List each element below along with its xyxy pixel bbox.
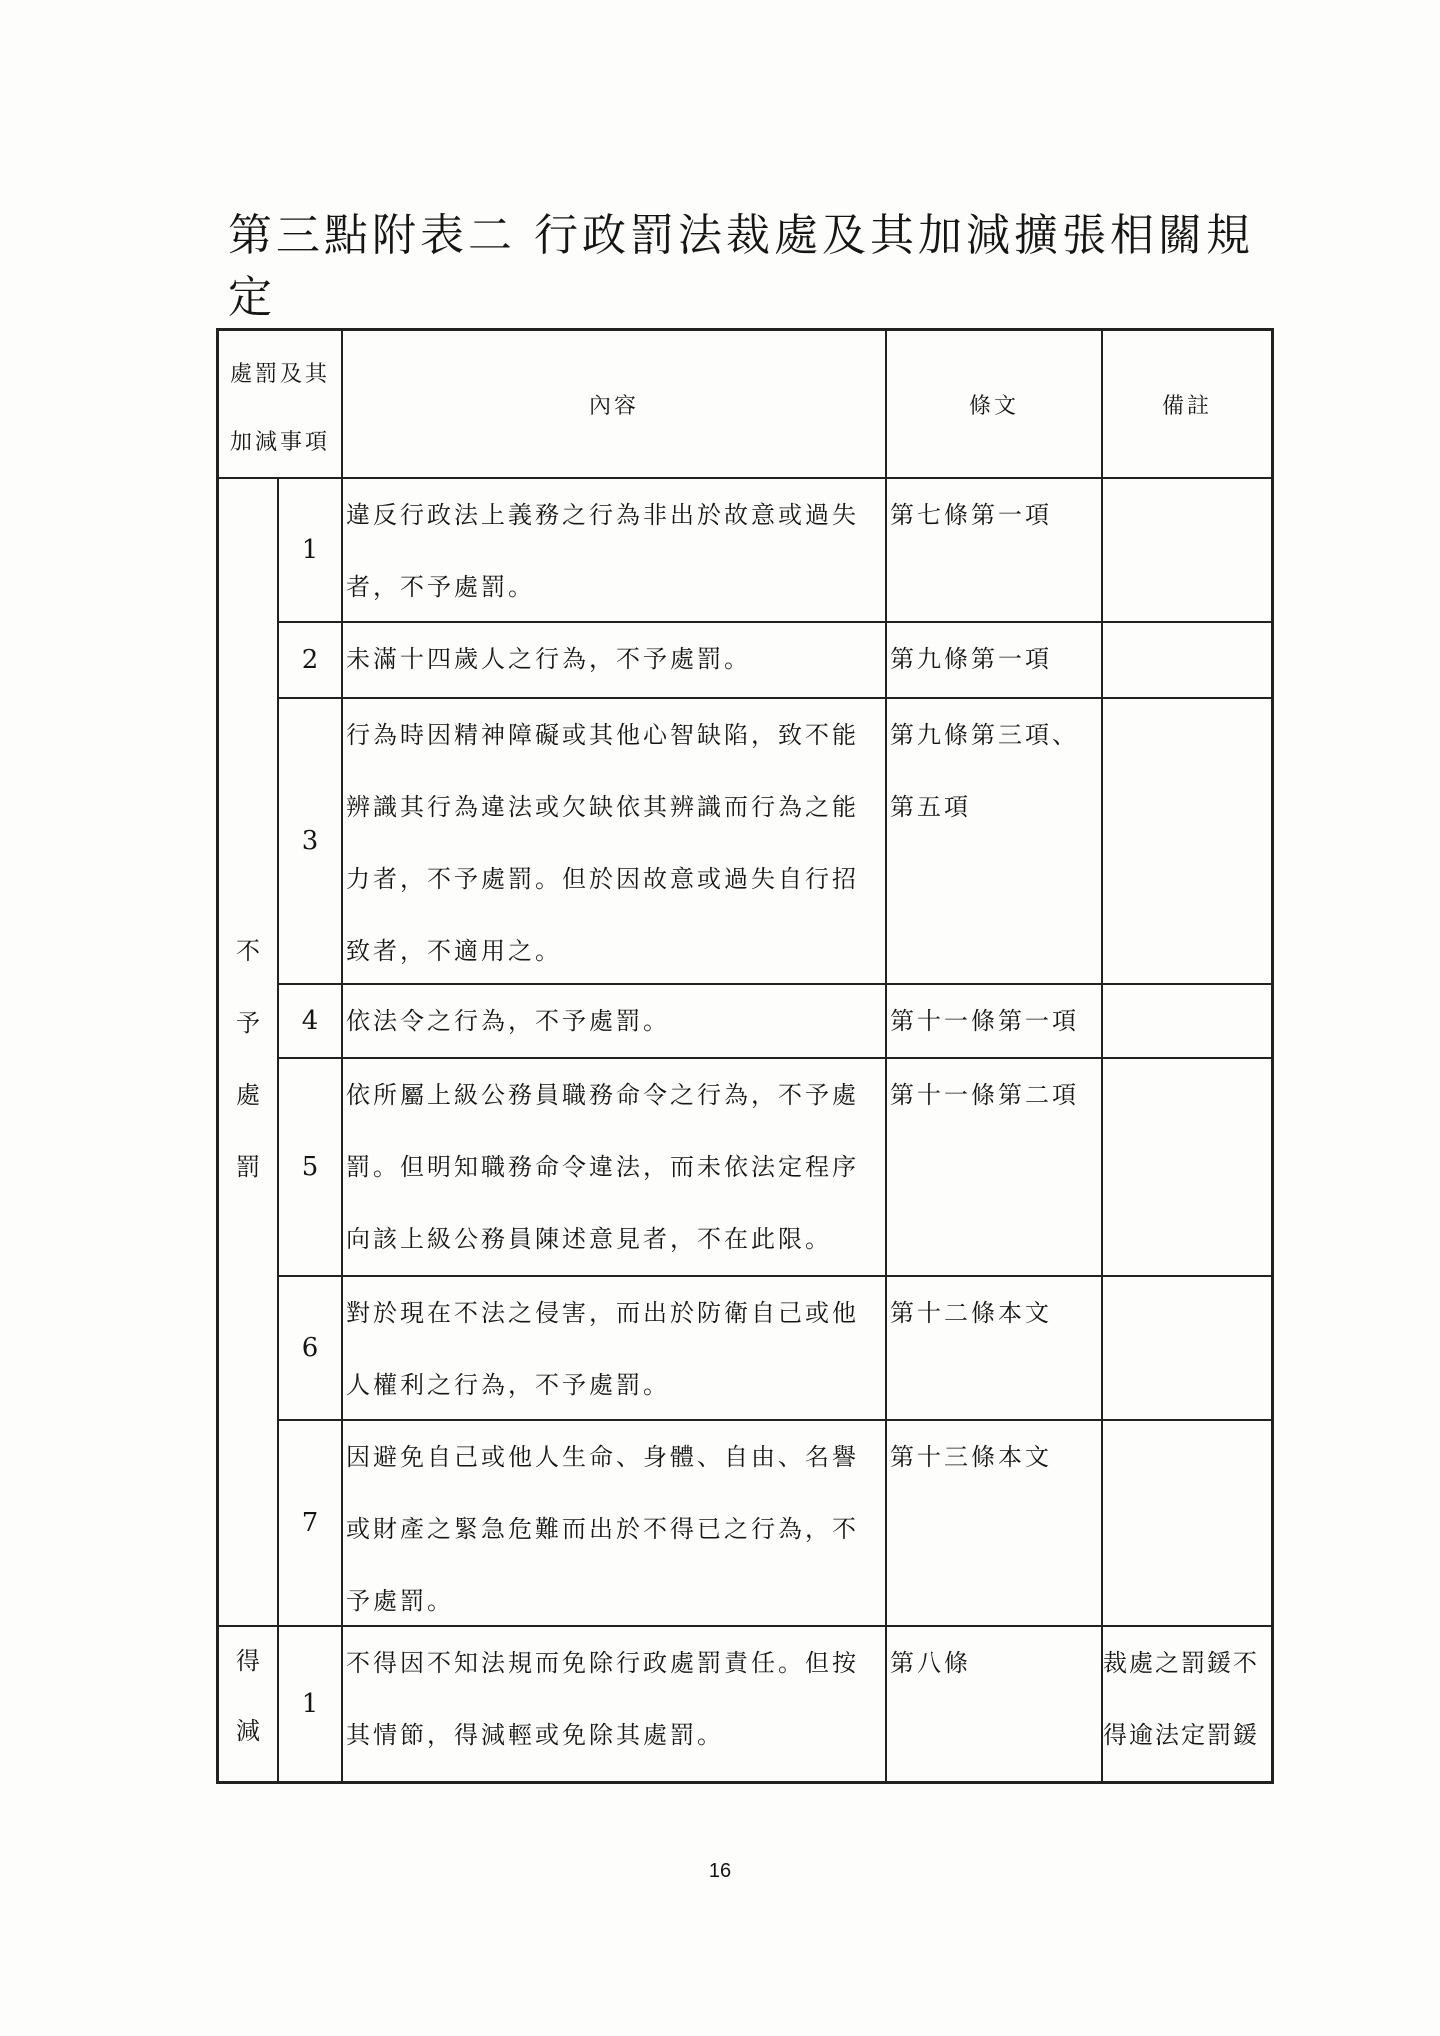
row-content: 依所屬上級公務員職務命令之行為，不予處罰。但明知職務命令違法，而未依法定程序向該上級公務員陳述意見者，不在此限。 bbox=[342, 1058, 886, 1276]
row-note bbox=[1102, 1420, 1272, 1626]
row-article: 第七條第一項 bbox=[886, 478, 1102, 622]
row-note bbox=[1102, 984, 1272, 1058]
row-content: 未滿十四歲人之行為，不予處罰。 bbox=[342, 622, 886, 698]
category-char: 罰 bbox=[236, 1153, 260, 1181]
regulation-table bbox=[216, 328, 1274, 1784]
row-number: 1 bbox=[278, 1626, 342, 1782]
row-note bbox=[1102, 622, 1272, 698]
header-content: 內容 bbox=[342, 330, 886, 478]
category-char: 得 bbox=[236, 1647, 260, 1675]
row-number: 1 bbox=[278, 478, 342, 622]
category-may-reduce bbox=[218, 1626, 278, 1782]
row-content: 不得因不知法規而免除行政處罰責任。但按其情節，得減輕或免除其處罰。 bbox=[342, 1626, 886, 1782]
row-content: 依法令之行為，不予處罰。 bbox=[342, 984, 886, 1058]
row-content: 因避免自己或他人生命、身體、自由、名譽或財產之緊急危難而出於不得已之行為，不予處罰。 bbox=[342, 1420, 886, 1626]
row-number: 5 bbox=[278, 1058, 342, 1276]
category-char: 予 bbox=[236, 1009, 260, 1037]
row-number: 3 bbox=[278, 698, 342, 984]
row-content: 對於現在不法之侵害，而出於防衛自己或他人權利之行為，不予處罰。 bbox=[342, 1276, 886, 1420]
category-char: 不 bbox=[236, 937, 260, 965]
row-article: 第八條 bbox=[886, 1626, 1102, 1782]
row-note bbox=[1102, 698, 1272, 984]
row-content: 行為時因精神障礙或其他心智缺陷，致不能辨識其行為違法或欠缺依其辨識而行為之能力者，不予處罰。但於因故意或過失自行招致者，不適用之。 bbox=[342, 698, 886, 984]
row-note bbox=[1102, 1276, 1272, 1420]
row-number: 6 bbox=[278, 1276, 342, 1420]
row-article: 第十二條本文 bbox=[886, 1276, 1102, 1420]
header-article: 條文 bbox=[886, 330, 1102, 478]
row-article: 第九條第三項、第五項 bbox=[886, 698, 1102, 984]
row-number: 2 bbox=[278, 622, 342, 698]
header-category: 處罰及其加減事項 bbox=[218, 330, 342, 478]
category-char: 處 bbox=[236, 1081, 260, 1109]
row-article: 第十一條第一項 bbox=[886, 984, 1102, 1058]
header-note: 備註 bbox=[1102, 330, 1272, 478]
category-char: 減 bbox=[236, 1717, 260, 1745]
category-no-penalty bbox=[218, 478, 278, 1626]
row-article: 第九條第一項 bbox=[886, 622, 1102, 698]
row-note: 裁處之罰鍰不得逾法定罰鍰 bbox=[1102, 1626, 1272, 1782]
row-content: 違反行政法上義務之行為非出於故意或過失者，不予處罰。 bbox=[342, 478, 886, 622]
page-number: 16 bbox=[708, 1860, 732, 1882]
row-note bbox=[1102, 1058, 1272, 1276]
row-article: 第十一條第二項 bbox=[886, 1058, 1102, 1276]
page-title: 第三點附表二 行政罰法裁處及其加減擴張相關規定 bbox=[228, 210, 1254, 323]
row-note bbox=[1102, 478, 1272, 622]
row-article: 第十三條本文 bbox=[886, 1420, 1102, 1626]
row-number: 4 bbox=[278, 984, 342, 1058]
row-number: 7 bbox=[278, 1420, 342, 1626]
